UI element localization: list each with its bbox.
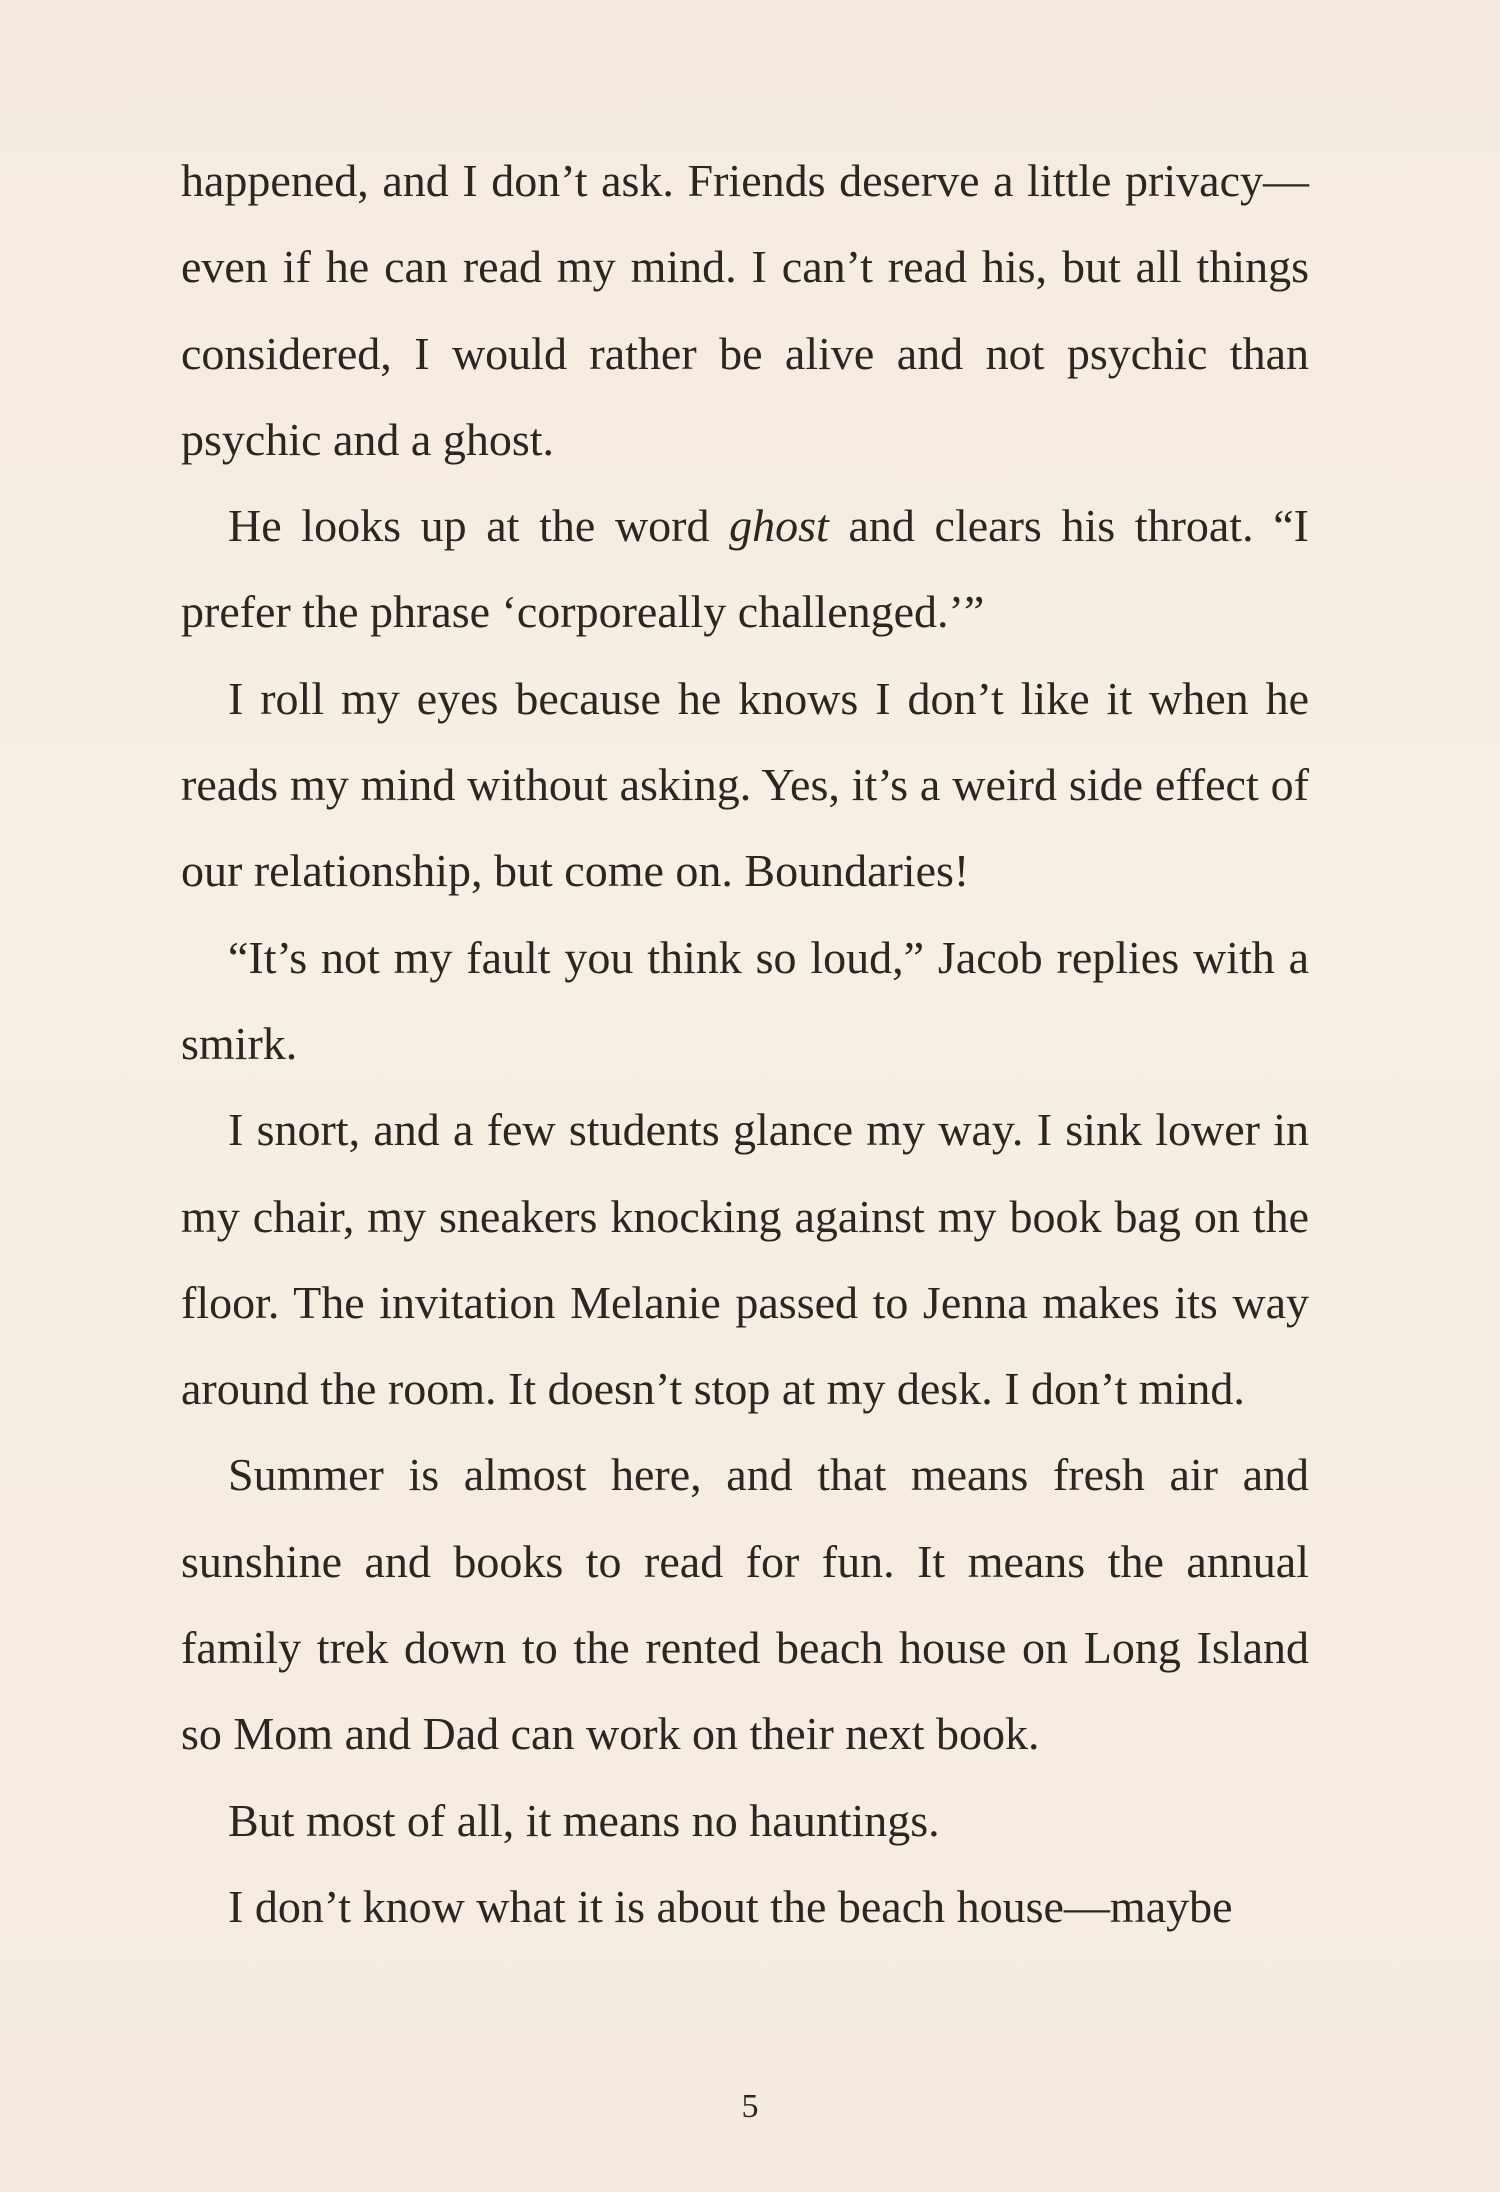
paragraph xyxy=(181,483,1309,656)
emphasized-word: ghost xyxy=(729,500,829,552)
page-number: 5 xyxy=(741,2088,759,2125)
paragraph: happened, and I don’t ask. Friends deserve a little privacy—even if he can read my mind. I can’t read his, but all things considered, I would rather be alive and not psychic than psychic and a ghost. xyxy=(181,155,1309,465)
body-text xyxy=(181,138,1309,1950)
paragraph: But most of all, it means no hauntings. xyxy=(228,1794,940,1846)
paragraph: Summer is almost here, and that means fresh air and sunshine and books to read for fun. It means the annual family trek down to the rented beach house on Long Island so Mom and Dad can work on their next book. xyxy=(181,1449,1309,1760)
paragraph: I roll my eyes because he knows I don’t like it when he reads my mind without asking. Yes, it’s a weird side effect of our relationship, but come on. Boundaries! xyxy=(181,672,1309,897)
paragraph: “It’s not my fault you think so loud,” Jacob replies with a smirk. xyxy=(181,931,1309,1069)
paragraph: I snort, and a few students glance my way. I sink lower in my chair, my sneakers knocking against my book bag on the floor. The invitation Melanie passed to Jenna makes its way around the room. It doesn’t stop at my desk. I don’t mind. xyxy=(181,1104,1309,1415)
paragraph-text: He looks up at the word xyxy=(228,500,730,552)
paragraph: I don’t know what it is about the beach house—maybe xyxy=(228,1880,1233,1932)
paragraph-text: and clears his throat. “I prefer the phrase ‘corporeally challenged.’” xyxy=(181,500,1309,638)
